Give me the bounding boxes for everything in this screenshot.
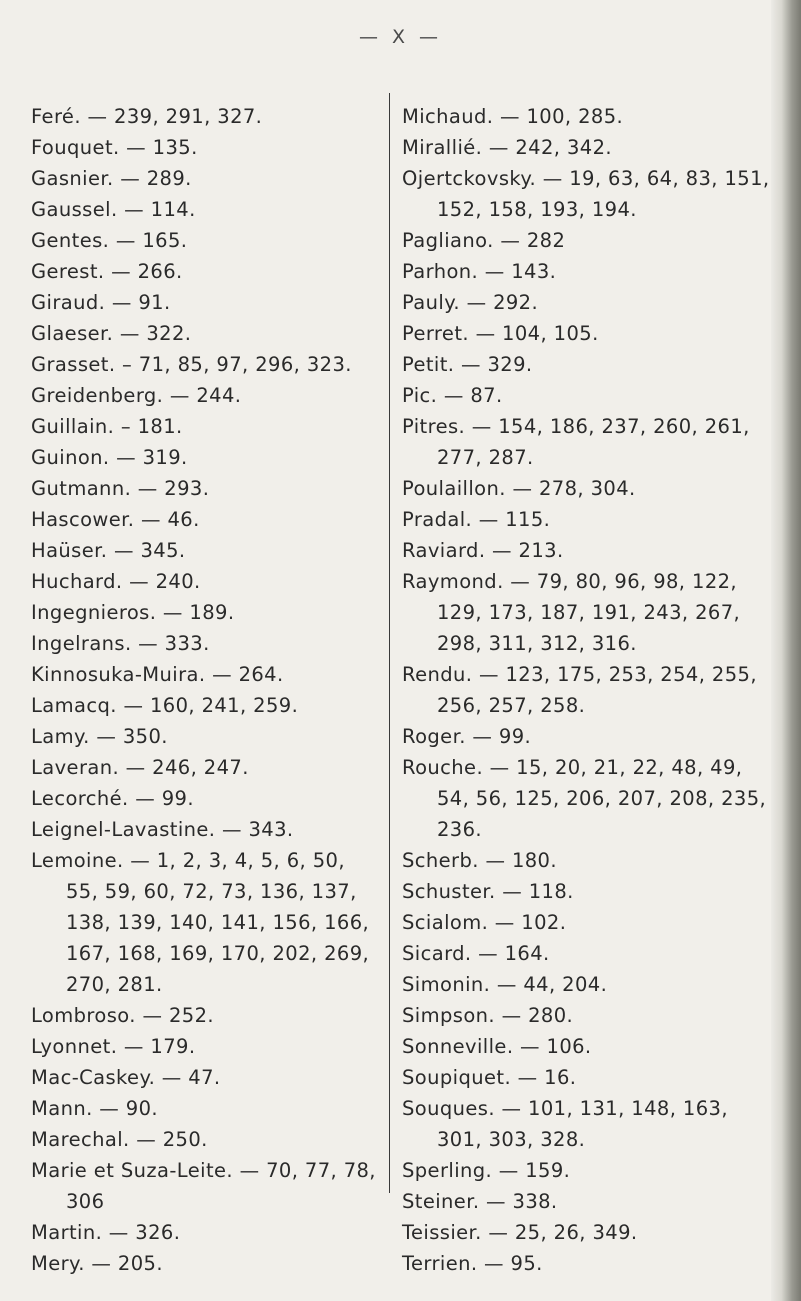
- index-entry: Lyonnet. — 179.: [31, 1035, 196, 1058]
- index-entry: Lamacq. — 160, 241, 259.: [31, 694, 299, 717]
- index-entry: Ingegnieros. — 189.: [31, 601, 235, 624]
- index-entry: Marechal. — 250.: [31, 1128, 208, 1151]
- page-header: — X —: [358, 26, 443, 48]
- index-entry: Petit. — 329.: [402, 353, 533, 376]
- index-entry: Leignel-Lavastine. — 343.: [31, 818, 294, 841]
- index-entry: Gasnier. — 289.: [31, 167, 192, 190]
- index-entry: Pitres. — 154, 186, 237, 260, 261, 277, 287.: [402, 415, 750, 469]
- index-entry: Gentes. — 165.: [31, 229, 188, 252]
- index-entry: Laveran. — 246, 247.: [31, 756, 249, 779]
- index-entry: Michaud. — 100, 285.: [402, 105, 624, 128]
- index-entry: Gaussel. — 114.: [31, 198, 196, 221]
- index-entry: Mery. — 205.: [31, 1252, 163, 1275]
- index-entry: Simonin. — 44, 204.: [402, 973, 608, 996]
- index-entry: Glaeser. — 322.: [31, 322, 192, 345]
- index-entry: Raviard. — 213.: [402, 539, 564, 562]
- index-entry: Guinon. — 319.: [31, 446, 188, 469]
- index-entry: Sonneville. — 106.: [402, 1035, 592, 1058]
- index-entry: Sicard. — 164.: [402, 942, 550, 965]
- index-entry: Steiner. — 338.: [402, 1190, 558, 1213]
- index-entry: Terrien. — 95.: [402, 1252, 543, 1275]
- index-entry: Pradal. — 115.: [402, 508, 551, 531]
- index-entry: Lecorché. — 99.: [31, 787, 194, 810]
- index-entry: Fouquet. — 135.: [31, 136, 198, 159]
- index-entry: Guillain. – 181.: [31, 415, 183, 438]
- index-entry: Rouche. — 15, 20, 21, 22, 48, 49, 54, 56, 125, 206, 207, 208, 235, 236.: [402, 756, 767, 841]
- index-entry: Pauly. — 292.: [402, 291, 539, 314]
- index-entry: Hascower. — 46.: [31, 508, 200, 531]
- index-entry: Lamy. — 350.: [31, 725, 168, 748]
- index-entry: Feré. — 239, 291, 327.: [31, 105, 263, 128]
- index-entry: Poulaillon. — 278, 304.: [402, 477, 636, 500]
- index-column-left: [31, 101, 383, 1279]
- index-entry: Parhon. — 143.: [402, 260, 557, 283]
- index-entry: Haüser. — 345.: [31, 539, 186, 562]
- column-divider: [389, 93, 390, 1193]
- index-entry: Rendu. — 123, 175, 253, 254, 255, 256, 257, 258.: [402, 663, 757, 717]
- index-entry: Ojertckovsky. — 19, 63, 64, 83, 151, 152, 158, 193, 194.: [402, 167, 770, 221]
- index-entry: Ingelrans. — 333.: [31, 632, 210, 655]
- index-entry: Gerest. — 266.: [31, 260, 183, 283]
- index-entry: Roger. — 99.: [402, 725, 532, 748]
- index-entry: Huchard. — 240.: [31, 570, 201, 593]
- index-entry: Mirallié. — 242, 342.: [402, 136, 612, 159]
- index-entry: Pagliano. — 282: [402, 229, 566, 252]
- index-entry: Grasset. – 71, 85, 97, 296, 323.: [31, 353, 352, 376]
- index-entry: Lombroso. — 252.: [31, 1004, 215, 1027]
- index-entry: Greidenberg. — 244.: [31, 384, 242, 407]
- page-edge-shadow: [771, 0, 801, 1301]
- index-entry: Souques. — 101, 131, 148, 163, 301, 303, 328.: [402, 1097, 728, 1151]
- index-entry: Lemoine. — 1, 2, 3, 4, 5, 6, 50, 55, 59, 60, 72, 73, 136, 137, 138, 139, 140, 141, 156, 166, 167, 168, 169, 170, 202, 269, 270, 281.: [31, 849, 370, 996]
- index-entry: Simpson. — 280.: [402, 1004, 574, 1027]
- index-entry: Schuster. — 118.: [402, 880, 574, 903]
- index-entry: Teissier. — 25, 26, 349.: [402, 1221, 638, 1244]
- index-entry: Martin. — 326.: [31, 1221, 181, 1244]
- index-entry: Marie et Suza-Leite. — 70, 77, 78, 306: [31, 1159, 376, 1213]
- index-entry: Pic. — 87.: [402, 384, 503, 407]
- index-entry: Soupiquet. — 16.: [402, 1066, 577, 1089]
- index-entry: Scialom. — 102.: [402, 911, 567, 934]
- index-entry: Sperling. — 159.: [402, 1159, 571, 1182]
- index-entry: Scherb. — 180.: [402, 849, 557, 872]
- index-entry: Mac-Caskey. — 47.: [31, 1066, 221, 1089]
- index-column-right: [402, 101, 772, 1279]
- index-entry: Kinnosuka-Muira. — 264.: [31, 663, 284, 686]
- index-entry: Giraud. — 91.: [31, 291, 171, 314]
- index-entry: Perret. — 104, 105.: [402, 322, 599, 345]
- index-entry: Gutmann. — 293.: [31, 477, 210, 500]
- index-entry: Raymond. — 79, 80, 96, 98, 122, 129, 173, 187, 191, 243, 267, 298, 311, 312, 316.: [402, 570, 741, 655]
- index-entry: Mann. — 90.: [31, 1097, 158, 1120]
